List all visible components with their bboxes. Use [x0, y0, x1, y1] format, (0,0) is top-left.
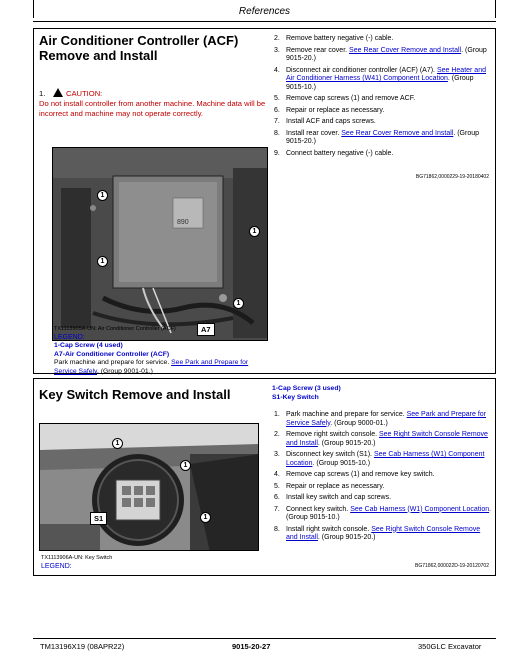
footer-manual-id: TM13196X19 (08APR22)	[40, 642, 125, 651]
step-number: 6.	[274, 494, 280, 501]
key-switch-step	[274, 451, 492, 468]
callout-cap-screw-3: 1	[200, 512, 211, 523]
key-switch-step	[274, 526, 492, 543]
step-number: 6.	[274, 106, 280, 114]
page-header-title: References	[238, 6, 291, 17]
step-text: Connect key switch.	[286, 505, 349, 513]
step-text: Remove cap screws (1) and remove ACF.	[286, 95, 416, 102]
caution-text: Do not install controller from another machine. Machine data will be incorrect and machine may not operate correctly.	[39, 99, 266, 118]
caution-step-number: 1.	[39, 89, 46, 98]
acf-section-title: Air Conditioner Controller (ACF) Remove and Install	[39, 33, 239, 63]
warning-icon	[53, 88, 63, 97]
step-text: Park machine and prepare for service.	[286, 411, 405, 418]
step-text: Install rear cover.	[286, 129, 340, 137]
step-text: Remove right switch console.	[286, 431, 378, 438]
acf-step	[274, 47, 492, 64]
footer-divider	[33, 638, 496, 639]
link-cab-harness[interactable]: See Cab Harness (W1) Component Location	[350, 505, 490, 513]
step-text: Repair or replace as necessary.	[286, 482, 385, 490]
link-cab-harness[interactable]: See Cab Harness (W1) Component Location	[286, 451, 485, 467]
link-heater-harness[interactable]: See Heater and Air Conditioner Harness (W41) Component Location	[286, 66, 486, 82]
key-switch-photo-illustration	[40, 424, 259, 551]
key-switch-step	[274, 494, 492, 503]
key-switch-legend-top	[272, 385, 492, 402]
step-number: 7.	[274, 118, 280, 125]
link-right-switch-console[interactable]: See Right Switch Console Remove and Install	[286, 431, 488, 447]
key-switch-figure-caption: TX1113906A-UN: Key Switch	[41, 555, 113, 561]
key-switch-section	[33, 378, 496, 576]
step-suffix: . (Group 9015-10.)	[286, 505, 492, 521]
callout-cap-screw-1: 1	[97, 190, 108, 201]
step-suffix: . (Group 9015-20.)	[317, 439, 376, 447]
callout-a7: A7	[197, 323, 215, 336]
callout-cap-screw-2: 1	[180, 460, 191, 471]
step-number: 7.	[274, 505, 280, 513]
step-number: 5.	[274, 95, 280, 102]
callout-cap-screw-3: 1	[97, 256, 108, 267]
acf-step	[274, 118, 492, 127]
legend-item-cap-screw: 1-Cap Screw (3 used)	[272, 385, 341, 392]
step-text: Install ACF and caps screws.	[286, 118, 376, 125]
acf-steps-list	[274, 35, 492, 161]
caution-label: CAUTION:	[66, 89, 103, 98]
legend-item-a7: A7-Air Conditioner Controller (ACF)	[54, 350, 170, 358]
step-number: 4.	[274, 66, 280, 74]
footer-page-number: 9015-20-27	[232, 642, 271, 651]
key-switch-step	[274, 411, 492, 428]
controller-label-text: 890	[177, 219, 189, 226]
step-number: 5.	[274, 482, 280, 490]
acf-step	[274, 130, 492, 147]
step-suffix: . (Group 9015-10.)	[312, 459, 371, 467]
acf-figure-caption: TX1113905A-UN: Air Conditioner Controller (ACF)	[54, 326, 176, 332]
key-switch-step	[274, 431, 492, 448]
step-number: 9.	[274, 149, 280, 157]
key-switch-reference-id: BG71862,000022D-19-20120702	[415, 563, 489, 569]
step-number: 3.	[274, 451, 280, 458]
acf-section	[33, 28, 496, 374]
acf-reference-id: BG71862,0000229-19-20180402	[415, 174, 489, 180]
key-switch-step	[274, 506, 492, 523]
step-text: Remove cap screws (1) and remove key switch.	[286, 471, 435, 478]
caution-block	[39, 87, 271, 119]
link-park-prepare[interactable]: See Park and Prepare for Service Safely	[54, 359, 249, 375]
step-suffix: . (Group 9015-10.)	[286, 75, 474, 91]
acf-legend	[54, 325, 270, 377]
step-text: Install key switch and cap screws.	[286, 494, 392, 501]
key-switch-step	[274, 471, 492, 480]
key-switch-section-title: Key Switch Remove and Install	[39, 387, 231, 402]
acf-photo-illustration	[53, 148, 268, 341]
step-suffix: . (Group 9015-20.)	[286, 129, 480, 145]
step-number: 4.	[274, 471, 280, 478]
step-text: Remove rear cover.	[286, 46, 348, 54]
link-park-prepare[interactable]: See Park and Prepare for Service Safely	[286, 411, 487, 427]
step-text: Disconnect air conditioner controller (ACF) (A7).	[286, 66, 435, 74]
callout-cap-screw-2: 1	[249, 226, 260, 237]
acf-step	[274, 67, 492, 93]
step-suffix: . (Group 9015-20.)	[317, 534, 376, 541]
callout-s1: S1	[90, 512, 107, 525]
step-suffix: . (Group 9000-01.)	[330, 419, 388, 427]
step-text: Repair or replace as necessary.	[286, 106, 385, 114]
key-switch-legend-title: LEGEND:	[41, 562, 72, 570]
key-switch-photo	[39, 423, 259, 551]
link-rear-cover[interactable]: See Rear Cover Remove and Install	[341, 129, 454, 137]
step-suffix: . (Group 9015-20.)	[286, 46, 487, 62]
key-switch-legend	[41, 554, 261, 571]
legend-item-cap-screw: 1-Cap Screw (4 used)	[54, 342, 123, 350]
step-number: 2.	[274, 35, 280, 42]
step-number: 3.	[274, 46, 280, 54]
key-switch-step	[274, 483, 492, 492]
acf-step	[274, 95, 492, 104]
step-text: Remove battery negative (-) cable.	[286, 35, 394, 42]
link-rear-cover[interactable]: See Rear Cover Remove and Install	[349, 46, 462, 54]
step-number: 8.	[274, 525, 280, 533]
step-number: 1.	[274, 411, 280, 418]
step-number: 2.	[274, 431, 280, 438]
legend-item-s1: S1-Key Switch	[272, 393, 319, 401]
page-header-frame	[33, 0, 496, 18]
acf-pre-step-suffix: . (Group 9001-01.)	[96, 367, 153, 375]
step-text: Disconnect key switch (S1).	[286, 451, 372, 458]
acf-pre-step-text: Park machine and prepare for service.	[54, 359, 170, 367]
acf-photo	[52, 147, 268, 341]
acf-pre-step	[54, 359, 270, 376]
acf-legend-title: LEGEND:	[54, 333, 85, 341]
key-switch-steps-list	[274, 411, 492, 546]
callout-cap-screw-1: 1	[112, 438, 123, 449]
link-right-switch-console[interactable]: See Right Switch Console Remove and Install	[286, 525, 481, 541]
acf-step	[274, 35, 492, 44]
header-divider	[33, 21, 496, 22]
acf-step	[274, 107, 492, 116]
step-number: 8.	[274, 129, 280, 137]
footer-model: 350GLC Excavator	[418, 642, 482, 651]
acf-step	[274, 150, 492, 159]
callout-cap-screw-4: 1	[233, 298, 244, 309]
step-text: Install right switch console.	[286, 525, 370, 533]
step-text: Connect battery negative (-) cable.	[286, 149, 394, 157]
